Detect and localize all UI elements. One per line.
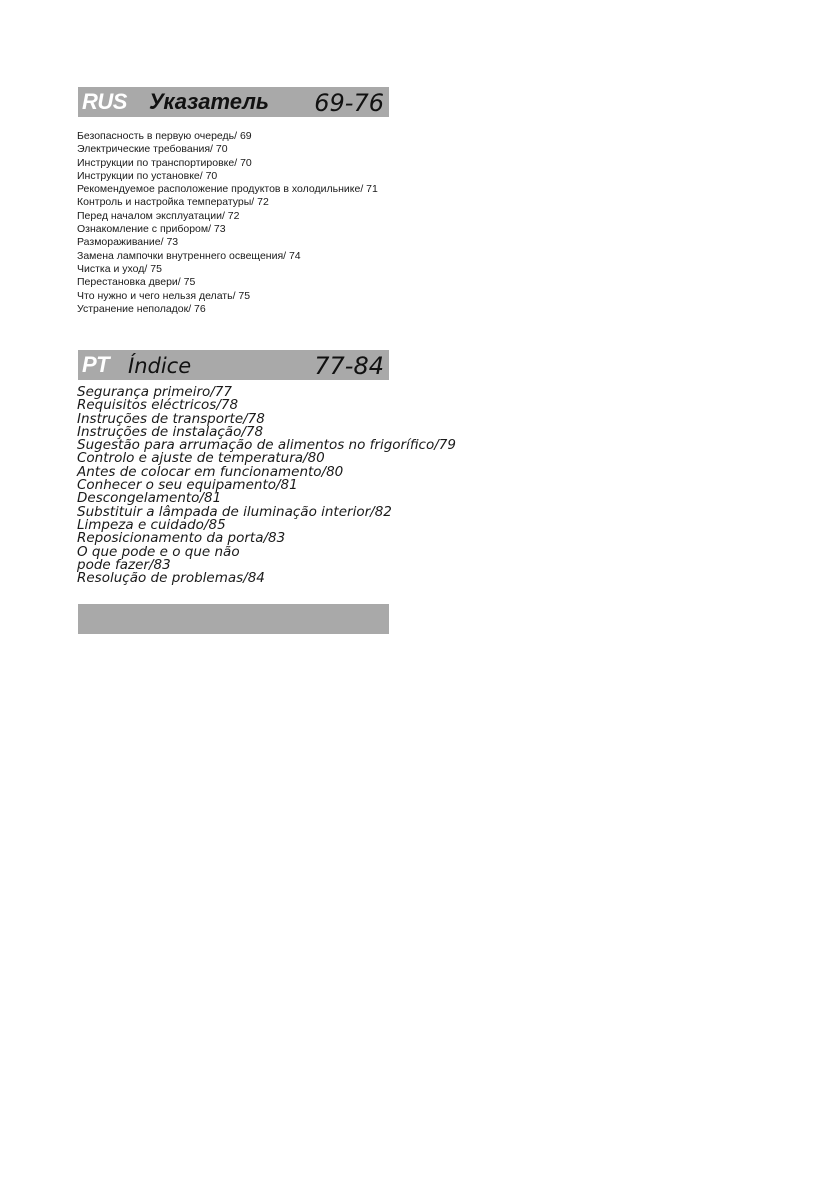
toc-item[interactable]: Requisitos eléctricos/78 <box>77 397 239 414</box>
rus-page-range: 69-76 <box>314 89 384 117</box>
toc-item[interactable]: Инструкции по установке/ 70 <box>77 169 218 182</box>
toc-item[interactable]: Sugestão para arrumação de alimentos no frigorífico/79 <box>77 437 456 454</box>
toc-item[interactable]: Перестановка двери/ 75 <box>77 276 196 289</box>
toc-item[interactable]: Ознакомление с прибором/ 73 <box>77 223 226 236</box>
toc-item[interactable]: Рекомендуемое расположение продуктов в холодильнике/ 71 <box>77 183 378 196</box>
toc-item[interactable]: Перед началом эксплуатации/ 72 <box>77 209 240 222</box>
pt-page-range: 77-84 <box>314 352 384 380</box>
toc-item[interactable]: Segurança primeiro/77 <box>77 384 232 400</box>
pt-section-header <box>78 350 389 380</box>
toc-item[interactable]: Limpeza e cuidado/85 <box>77 516 226 533</box>
toc-item[interactable]: Conhecer o seu equipamento/81 <box>77 477 298 494</box>
pt-language-code: PT <box>82 352 110 377</box>
toc-item[interactable]: Инструкции по транспортировке/ 70 <box>77 156 252 169</box>
pt-table-of-contents <box>77 386 456 585</box>
toc-item[interactable]: Безопасность в первую очередь/ 69 <box>77 130 252 142</box>
toc-item[interactable]: Размораживание/ 73 <box>77 236 179 249</box>
toc-item[interactable]: Instruções de transporte/78 <box>77 410 265 427</box>
toc-item[interactable]: Электрические требования/ 70 <box>77 143 228 156</box>
toc-item[interactable]: Чистка и уход/ 75 <box>77 262 162 275</box>
toc-item[interactable]: Контроль и настройка температуры/ 72 <box>77 196 269 209</box>
toc-item[interactable]: Descongelamento/81 <box>77 490 222 507</box>
pt-section-title: Índice <box>128 354 192 378</box>
toc-item[interactable]: Resolução de problemas/84 <box>77 570 265 587</box>
rus-section-header <box>78 87 389 117</box>
toc-item[interactable]: Controlo e ajuste de temperatura/80 <box>77 450 325 467</box>
toc-item[interactable]: Reposicionamento da porta/83 <box>77 530 286 547</box>
toc-item[interactable]: Замена лампочки внутреннего освещения/ 74 <box>77 249 301 262</box>
toc-item[interactable]: Устранение неполадок/ 76 <box>77 302 206 315</box>
rus-table-of-contents <box>77 130 378 316</box>
toc-item[interactable]: O que pode e o que não <box>77 543 240 560</box>
toc-item[interactable]: Что нужно и чего нельзя делать/ 75 <box>77 289 251 302</box>
toc-item[interactable]: Substituir a lâmpada de iluminação interior/82 <box>77 503 392 520</box>
toc-item[interactable]: Antes de colocar em funcionamento/80 <box>77 463 344 480</box>
toc-item[interactable]: pode fazer/83 <box>77 556 171 573</box>
rus-language-code: RUS <box>82 89 127 114</box>
toc-item[interactable]: Instruções de instalação/78 <box>77 423 264 440</box>
rus-section-title: Указатель <box>149 89 269 114</box>
empty-section-header <box>78 604 389 634</box>
